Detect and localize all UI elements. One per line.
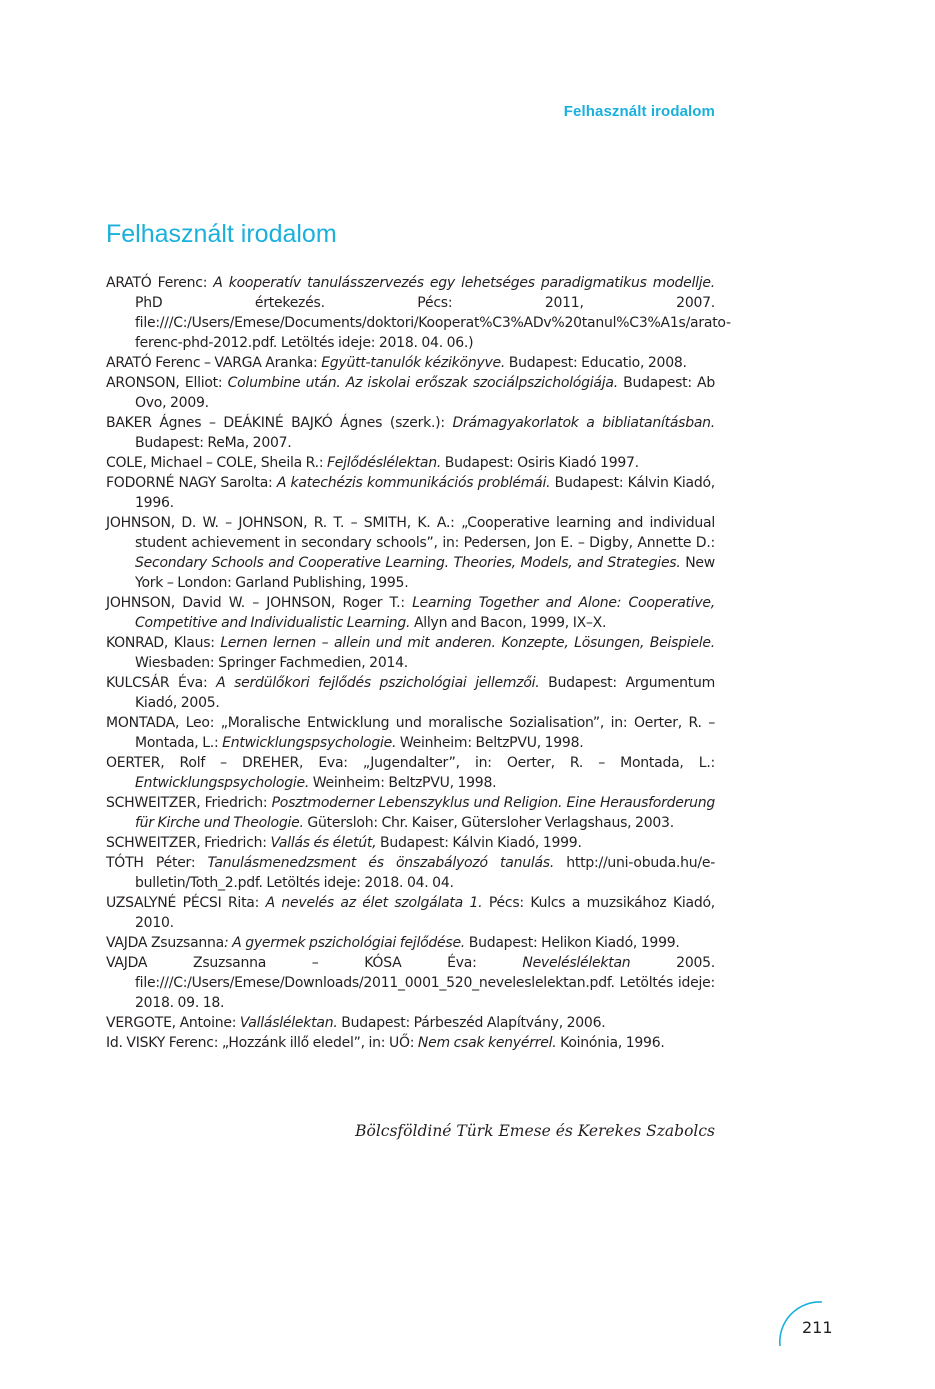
- reference-text: New York – London: Garland Publishing, 1995.: [135, 555, 715, 591]
- reference-entry: [106, 593, 715, 633]
- reference-text: Pécs: Kulcs a muzsikához Kiadó, 2010.: [135, 895, 715, 931]
- reference-entry: [106, 713, 715, 753]
- reference-text: 2005. file:///C:/Users/Emese/Downloads/2011_0001_520_neveleslelektan.pdf. Letöltés ideje: 2018. 09. 18.: [135, 955, 716, 1011]
- reference-title: Learning Together and Alone: Cooperative, Competitive and Individualistic Learning.: [135, 595, 715, 631]
- reference-text: VERGOTE, Antoine:: [106, 1015, 240, 1031]
- reference-text: Budapest: Argumentum Kiadó, 2005.: [135, 675, 715, 711]
- reference-entry: [106, 373, 715, 413]
- reference-text: Budapest: Helikon Kiadó, 1999.: [465, 935, 680, 951]
- reference-entry: [106, 473, 715, 513]
- reference-entry: [106, 353, 715, 373]
- reference-text: Budapest: Kálvin Kiadó, 1999.: [376, 835, 582, 851]
- reference-title: Együtt-tanulók kézikönyve.: [321, 355, 506, 371]
- reference-entry: [106, 633, 715, 673]
- reference-title: Nem csak kenyérrel.: [417, 1035, 557, 1051]
- reference-text: Budapest: ReMa, 2007.: [135, 435, 292, 451]
- reference-title: Fejlődéslélektan.: [326, 455, 442, 471]
- reference-list: [106, 273, 731, 1053]
- reference-title: Drámagyakorlatok a bibliatanításban.: [452, 415, 715, 431]
- reference-title: Entwicklungspsychologie.: [222, 735, 397, 751]
- reference-title: Neveléslélektan: [522, 955, 631, 971]
- reference-text: COLE, Michael – COLE, Sheila R.:: [106, 455, 327, 471]
- reference-text: VAJDA Zsuzsanna: [106, 935, 225, 951]
- reference-text: Budapest: Párbeszéd Alapítvány, 2006.: [337, 1015, 606, 1031]
- reference-title: Secondary Schools and Cooperative Learning. Theories, Models, and Strategies.: [135, 555, 681, 571]
- reference-entry: [106, 753, 715, 793]
- reference-text: FODORNÉ NAGY Sarolta:: [106, 475, 277, 491]
- reference-text: SCHWEITZER, Friedrich:: [106, 795, 272, 811]
- reference-title: Posztmoderner Lebenszyklus und Religion. Eine Herausforderung für Kirche und Theologie.: [135, 795, 716, 831]
- reference-text: Budapest: Educatio, 2008.: [505, 355, 687, 371]
- reference-text: MONTADA, Leo: „Moralische Entwicklung und moralische Sozialisation”, in: Oerter, R. – Montada, L.:: [106, 715, 715, 751]
- reference-title: : A gyermek pszichológiai fejlődése.: [224, 935, 466, 951]
- reference-title: Lernen lernen – allein und mit anderen. Konzepte, Lösungen, Beispiele.: [220, 635, 715, 651]
- author-signature: Bölcsföldiné Türk Emese és Kerekes Szabolcs: [355, 1122, 715, 1140]
- reference-text: Budapest: Kálvin Kiadó, 1996.: [135, 475, 716, 511]
- reference-title: Entwicklungspsychologie.: [135, 775, 310, 791]
- reference-text: JOHNSON, D. W. – JOHNSON, R. T. – SMITH, K. A.: „Cooperative learning and individual student achievement in secondary schools”, in: Pedersen, Jon E. – Digby, Annette D.:: [106, 515, 715, 551]
- page-number: 211: [802, 1318, 833, 1337]
- reference-title: Vallás és életút,: [270, 835, 377, 851]
- reference-entry: [106, 793, 715, 833]
- reference-entry: [106, 953, 715, 1013]
- reference-entry: [106, 1013, 715, 1033]
- reference-text: http://uni-obuda.hu/e-bulletin/Toth_2.pdf. Letöltés ideje: 2018. 04. 04.: [135, 855, 715, 891]
- reference-title: Columbine után. Az iskolai erőszak szociálpszichológiája.: [227, 375, 618, 391]
- reference-text: KONRAD, Klaus:: [106, 635, 221, 651]
- reference-text: KULCSÁR Éva:: [106, 675, 217, 691]
- reference-text: ARATÓ Ferenc – VARGA Aranka:: [106, 355, 322, 371]
- reference-title: A katechézis kommunikációs problémái.: [276, 475, 551, 491]
- reference-text: BAKER Ágnes – DEÁKINÉ BAJKÓ Ágnes (szerk.):: [106, 415, 453, 431]
- reference-text: ARATÓ Ferenc:: [106, 275, 214, 291]
- reference-text: Wiesbaden: Springer Fachmedien, 2014.: [135, 655, 408, 671]
- reference-title: A kooperatív tanulásszervezés egy lehetséges paradigmatikus modellje.: [213, 275, 715, 291]
- reference-entry: [106, 273, 731, 353]
- reference-entry: [106, 933, 715, 953]
- reference-title: Valláslélektan.: [239, 1015, 338, 1031]
- reference-text: Budapest: Osiris Kiadó 1997.: [441, 455, 639, 471]
- running-header: Felhasznált irodalom: [563, 103, 715, 120]
- reference-text: Budapest: Ab Ovo, 2009.: [135, 375, 715, 411]
- reference-entry: [106, 453, 715, 473]
- reference-text: Weinheim: BeltzPVU, 1998.: [309, 775, 497, 791]
- reference-entry: [106, 853, 715, 893]
- reference-text: JOHNSON, David W. – JOHNSON, Roger T.:: [106, 595, 413, 611]
- reference-text: SCHWEITZER, Friedrich:: [106, 835, 271, 851]
- reference-text: Allyn and Bacon, 1999, IX–X.: [410, 615, 607, 631]
- reference-text: OERTER, Rolf – DREHER, Eva: „Jugendalter”, in: Oerter, R. – Montada, L.:: [106, 755, 715, 771]
- reference-entry: [106, 413, 715, 453]
- reference-text: ARONSON, Elliot:: [106, 375, 228, 391]
- reference-text: UZSALYNÉ PÉCSI Rita:: [106, 895, 266, 911]
- reference-text: Weinheim: BeltzPVU, 1998.: [396, 735, 584, 751]
- reference-text: Koinónia, 1996.: [556, 1035, 665, 1051]
- reference-text: Id. VISKY Ferenc: „Hozzánk illő eledel”, in: UŐ:: [106, 1035, 418, 1051]
- page-title: Felhasznált irodalom: [106, 220, 337, 248]
- reference-text: PhD értekezés. Pécs: 2011, 2007. file:///C:/Users/Emese/Documents/doktori/Kooperat%C3%ADv%20tanul%C3%A1s/arato-ferenc-phd-2012.pdf. Letöltés ideje: 2018. 04. 06.): [135, 295, 731, 351]
- reference-text: TÓTH Péter:: [106, 855, 208, 871]
- reference-entry: [106, 893, 715, 933]
- reference-title: Tanulásmenedzsment és önszabályozó tanulás.: [207, 855, 555, 871]
- reference-entry: [106, 833, 715, 853]
- reference-entry: [106, 513, 715, 593]
- reference-title: A nevelés az élet szolgálata 1.: [265, 895, 483, 911]
- reference-title: A serdülőkori fejlődés pszichológiai jellemzői.: [216, 675, 540, 691]
- reference-entry: [106, 673, 715, 713]
- reference-text: VAJDA Zsuzsanna – KÓSA Éva:: [106, 955, 523, 971]
- reference-text: Gütersloh: Chr. Kaiser, Gütersloher Verlagshaus, 2003.: [303, 815, 674, 831]
- reference-entry: [106, 1033, 715, 1053]
